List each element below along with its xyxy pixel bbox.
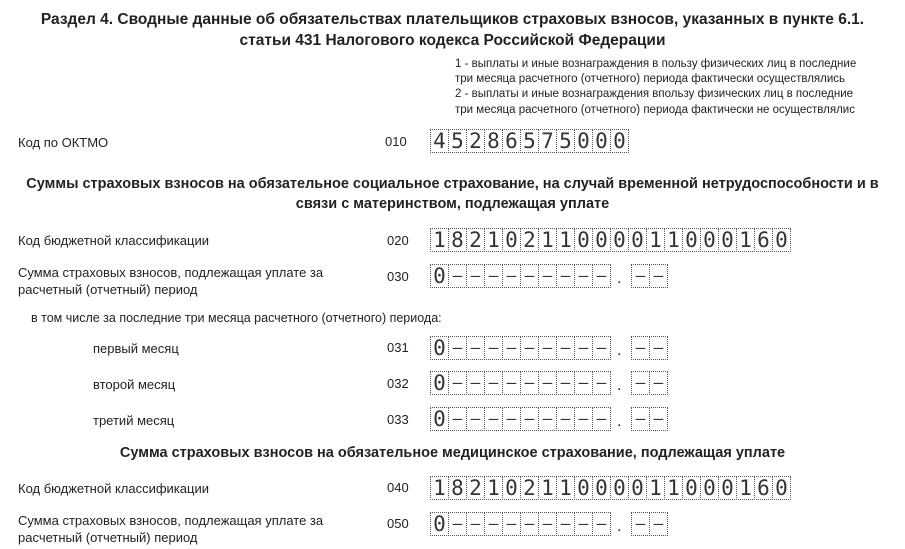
digit-cell: 0 [610, 476, 629, 500]
note-line: 1 - выплаты и иные вознаграждения в пользу физических лиц в последние [455, 58, 857, 70]
digit-cell: – [484, 407, 503, 431]
digit-cell: – [448, 264, 467, 288]
social-total-line-code: 030 [387, 269, 409, 284]
digit-cell: 2 [466, 228, 485, 252]
digit-cell: – [538, 264, 557, 288]
medical-total-label-line2: расчетный (отчетный) период [18, 530, 198, 545]
oktmo-label: Код по ОКТМО [18, 135, 109, 150]
digit-cell: 1 [646, 228, 665, 252]
digit-cell: – [538, 371, 557, 395]
digit-cell: – [649, 264, 668, 288]
social-total-field[interactable] [430, 264, 668, 288]
digit-cell: – [484, 371, 503, 395]
digit-cell: – [592, 336, 611, 360]
digit-cell: 0 [574, 228, 593, 252]
digit-cell: – [484, 512, 503, 536]
month3-line-code: 033 [387, 412, 409, 427]
digit-cell: 1 [664, 476, 683, 500]
note-line: три месяца расчетного (отчетного) периода фактически осуществлялись [455, 73, 846, 86]
medical-total-label-line1: Сумма страховых взносов, подлежащая уплате за [18, 513, 324, 528]
digit-cell: 1 [430, 476, 449, 500]
decimal-separator: . [617, 342, 622, 359]
digit-cell: – [466, 336, 485, 360]
digit-cell: – [631, 371, 650, 395]
digit-cell: 0 [610, 228, 629, 252]
digit-cell: – [538, 336, 557, 360]
payment-notes [455, 57, 895, 118]
digit-cell: 5 [556, 129, 575, 153]
digit-cell: – [556, 407, 575, 431]
digit-cell: 8 [448, 228, 467, 252]
social-total-label-line2: расчетный (отчетный) период [18, 282, 198, 297]
digit-cell: 8 [484, 129, 503, 153]
digit-cell: 1 [556, 476, 575, 500]
digit-cell: 0 [700, 228, 719, 252]
digit-cell: – [592, 264, 611, 288]
digit-cell: – [631, 264, 650, 288]
digit-cell: 0 [592, 476, 611, 500]
month1-label: первый месяц [93, 341, 179, 356]
digit-cell: – [466, 512, 485, 536]
digit-cell: 0 [718, 476, 737, 500]
digit-cell: – [466, 407, 485, 431]
digit-cell: – [649, 512, 668, 536]
digit-cell: 5 [520, 129, 539, 153]
digit-cell: – [574, 512, 593, 536]
digit-cell: – [631, 407, 650, 431]
digit-cell: 2 [466, 129, 485, 153]
digit-cell: 2 [520, 476, 539, 500]
digit-cell: 6 [502, 129, 521, 153]
digit-cell: – [556, 371, 575, 395]
month1-field[interactable] [430, 336, 668, 360]
decimal-separator: . [617, 413, 622, 430]
digit-cell: 0 [574, 129, 593, 153]
digit-cell: – [538, 512, 557, 536]
digit-cell: 1 [430, 228, 449, 252]
digit-cell: – [502, 336, 521, 360]
digit-cell: 0 [502, 476, 521, 500]
digit-cell: – [592, 371, 611, 395]
digit-cell: 4 [430, 129, 449, 153]
digit-cell: 0 [430, 407, 449, 431]
digit-cell: – [484, 264, 503, 288]
digit-cell: – [574, 407, 593, 431]
digit-cell: 1 [556, 228, 575, 252]
digit-cell: 1 [484, 228, 503, 252]
digit-cell: 0 [430, 371, 449, 395]
digit-cell: – [502, 264, 521, 288]
note-line: 2 - выплаты и иные вознаграждения впользу физических лиц в последние [455, 88, 854, 101]
digit-cell: 0 [592, 129, 611, 153]
digit-cell: 0 [772, 228, 791, 252]
digit-cell: 0 [682, 228, 701, 252]
digit-cell: 0 [610, 129, 629, 153]
digit-cell: – [574, 371, 593, 395]
digit-cell: – [556, 336, 575, 360]
section-medical-heading: Сумма страховых взносов на обязательное медицинское страхование, подлежащая уплате [119, 445, 786, 461]
digit-cell: – [520, 512, 539, 536]
digit-cell: – [502, 407, 521, 431]
kbk-social-label: Код бюджетной классификации [18, 233, 209, 248]
note-line: три месяца расчетного (отчетного) периода фактически не осуществлялис [455, 103, 855, 116]
digit-cell: – [520, 336, 539, 360]
digit-cell: – [574, 264, 593, 288]
digit-cell: 1 [538, 476, 557, 500]
kbk-medical-label: Код бюджетной классификации [18, 481, 209, 496]
digit-cell: 0 [628, 228, 647, 252]
digit-cell: – [448, 336, 467, 360]
digit-cell: 0 [430, 336, 449, 360]
kbk-social-line-code: 020 [387, 233, 409, 248]
month2-label: второй месяц [93, 377, 176, 392]
digit-cell: – [649, 336, 668, 360]
digit-cell: – [649, 371, 668, 395]
months-intro: в том числе за последние три месяца расчетного (отчетного) периода: [31, 311, 442, 325]
digit-cell: 1 [646, 476, 665, 500]
digit-cell: – [448, 512, 467, 536]
digit-cell: 0 [592, 228, 611, 252]
oktmo-line-code: 010 [385, 134, 407, 149]
month2-field[interactable] [430, 371, 668, 395]
digit-cell: 2 [520, 228, 539, 252]
digit-cell: – [448, 407, 467, 431]
oktmo-field[interactable] [430, 129, 629, 153]
digit-cell: 0 [700, 476, 719, 500]
decimal-separator: . [617, 270, 622, 287]
kbk-medical-line-code: 040 [387, 480, 409, 495]
digit-cell: – [502, 512, 521, 536]
digit-cell: – [466, 371, 485, 395]
digit-cell: 0 [682, 476, 701, 500]
digit-cell: 0 [628, 476, 647, 500]
digit-cell: 6 [754, 228, 773, 252]
digit-cell: 0 [430, 512, 449, 536]
digit-cell: 0 [772, 476, 791, 500]
digit-cell: 5 [448, 129, 467, 153]
kbk-medical-field[interactable] [430, 476, 791, 500]
digit-cell: – [631, 512, 650, 536]
decimal-separator: . [617, 518, 622, 535]
digit-cell: 1 [484, 476, 503, 500]
digit-cell: – [502, 371, 521, 395]
digit-cell: – [520, 371, 539, 395]
digit-cell: 8 [448, 476, 467, 500]
digit-cell: – [520, 407, 539, 431]
digit-cell: 2 [466, 476, 485, 500]
digit-cell: – [484, 336, 503, 360]
social-total-label-line1: Сумма страховых взносов, подлежащая уплате за [18, 265, 324, 280]
month2-line-code: 032 [387, 376, 409, 391]
digit-cell: – [649, 407, 668, 431]
digit-cell: – [538, 407, 557, 431]
digit-cell: 6 [754, 476, 773, 500]
digit-cell: – [466, 264, 485, 288]
month3-field[interactable] [430, 407, 668, 431]
digit-cell: – [592, 512, 611, 536]
digit-cell: – [556, 512, 575, 536]
digit-cell: 0 [718, 228, 737, 252]
digit-cell: 0 [430, 264, 449, 288]
month3-label: третий месяц [93, 413, 175, 428]
digit-cell: – [631, 336, 650, 360]
digit-cell: – [556, 264, 575, 288]
kbk-social-field[interactable] [430, 228, 791, 252]
digit-cell: 1 [736, 476, 755, 500]
digit-cell: 1 [664, 228, 683, 252]
month1-line-code: 031 [387, 340, 409, 355]
medical-total-field[interactable] [430, 512, 668, 536]
digit-cell: – [592, 407, 611, 431]
digit-cell: 0 [502, 228, 521, 252]
page-title: Раздел 4. Сводные данные об обязательствах плательщиков страховых взносов, указанных в пункте 6.1. статьи 431 Налогового кодекса Российской Федерации [40, 11, 865, 49]
digit-cell: – [574, 336, 593, 360]
digit-cell: – [520, 264, 539, 288]
section-social-heading: Суммы страховых взносов на обязательное социальное страхование, на случай временной нетрудоспособности и в связи с материнством, подлежащая уплате [26, 176, 879, 212]
digit-cell: 1 [736, 228, 755, 252]
digit-cell: 7 [538, 129, 557, 153]
medical-total-line-code: 050 [387, 516, 409, 531]
digit-cell: 0 [574, 476, 593, 500]
decimal-separator: . [617, 377, 622, 394]
digit-cell: 1 [538, 228, 557, 252]
digit-cell: – [448, 371, 467, 395]
